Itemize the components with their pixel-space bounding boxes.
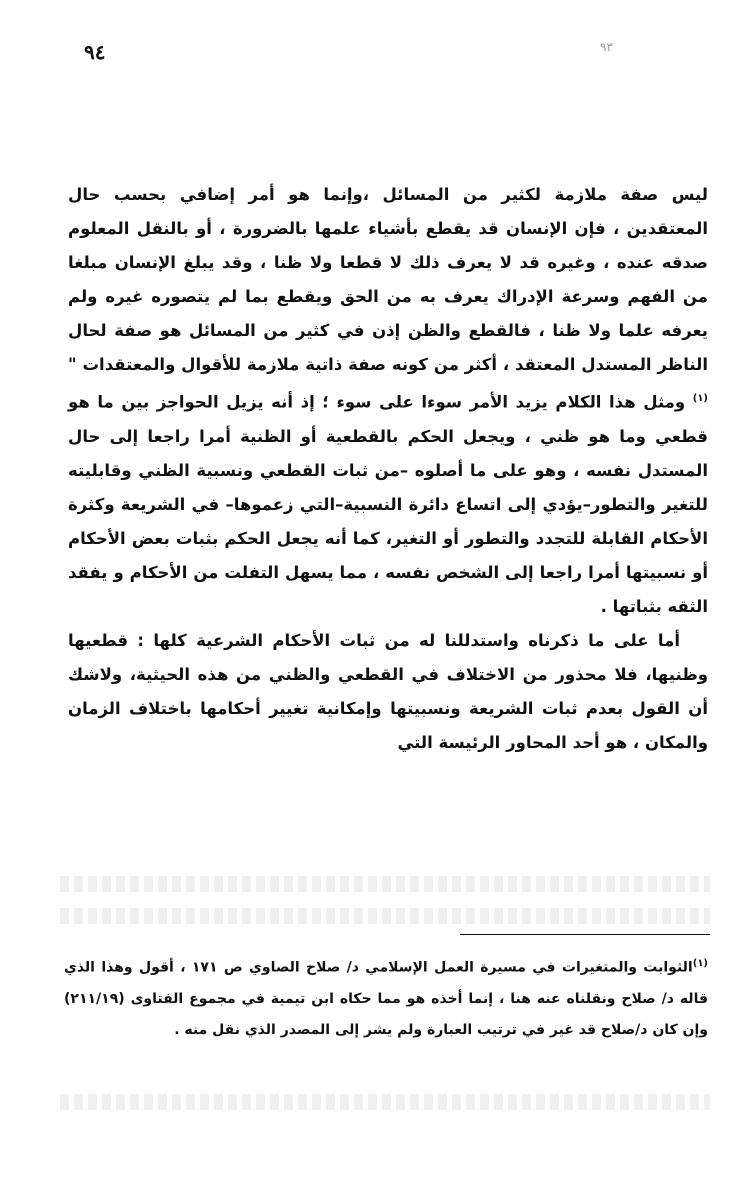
- footnote: [64, 948, 708, 1046]
- paragraph-1: [68, 178, 708, 624]
- footnote-text-line: [64, 948, 708, 1046]
- paragraph-2: أما على ما ذكرناه واستدللنا له من ثبات الأحكام الشرعية كلها : قطعيها وظنيها، فلا محذور من الاختلاف في القطعي والظني من هذه الحيثية، ولاشك أن القول بعدم ثبات الشريعة ونسبيتها وإمكانية تغيير أحكامها باختلاف الزمان والمكان ، هو أحد المحاور الرئيسة التي: [68, 630, 708, 752]
- bleed-through-line: [60, 1094, 710, 1110]
- bleed-through-line: [60, 908, 710, 924]
- footnote-marker: (١): [692, 958, 708, 969]
- footnote-separator: [460, 934, 710, 935]
- main-body-text: [68, 178, 708, 760]
- faint-corner-mark: ٩٣: [600, 40, 613, 54]
- page-number: ٩٤: [84, 40, 106, 64]
- bleed-through-line: [60, 876, 710, 892]
- footnote-body: الثوابت والمتغيرات في مسيرة العمل الإسلامي د/ صلاح الصاوي ص ١٧١ ، أقول وهذا الذي قاله د/ صلاح ونقلناه عنه هنا ، إنما أخذه هو مما حكاه ابن تيمية في مجموع الفتاوى (٢١١/١٩) وإن كان د/صلاح قد غير في ترتيب العبارة ولم يشر إلى المصدر الذي نقل منه .: [64, 959, 708, 1038]
- paragraph-1-end: ومثل هذا الكلام يزيد الأمر سوءا على سوء ؛ إذ أنه يزيل الحواجز بين ما هو قطعي وما هو ظني ، ويجعل الحكم بالقطعية أو الظنية أمرا راجعا إلى حال المستدل نفسه ، وهو على ما أصلوه –من ثبات القطعي ونسبية الظني وقابليته للتغير والتطور–يؤدي إلى اتساع دائرة النسبية–التي زعموها– في الشريعة وكثرة الأحكام القابلة للتجدد والتطور أو التغير، كما أنه يجعل الحكم بثبات بعض الأحكام أو نسبيتها أمرا راجعا إلى الشخص نفسه ، مما يسهل التفلت من الأحكام و يفقد الثقه بثباتها .: [68, 392, 708, 616]
- footnote-reference: (١): [692, 393, 708, 404]
- paragraph-1-start: ليس صفة ملازمة لكثير من المسائل ،وإنما هو أمر إضافي بحسب حال المعتقدين ، فإن الإنسان قد يقطع بأشياء علمها بالضرورة ، أو بالنقل المعلوم صدقه عنده ، وغيره قد لا يعرف ذلك لا قطعا ولا ظنا ، وقد يبلغ الإنسان مبلغا من الفهم وسرعة الإدراك يعرف به من الحق ويقطع بما لم يتصوره غيره ولم يعرفه علما ولا ظنا ، فالقطع والظن إذن في كثير من المسائل هو صفة لحال الناظر المستدل المعتقد ، أكثر من كونه صفة ذاتية ملازمة للأقوال والمعتقدات ": [68, 185, 708, 374]
